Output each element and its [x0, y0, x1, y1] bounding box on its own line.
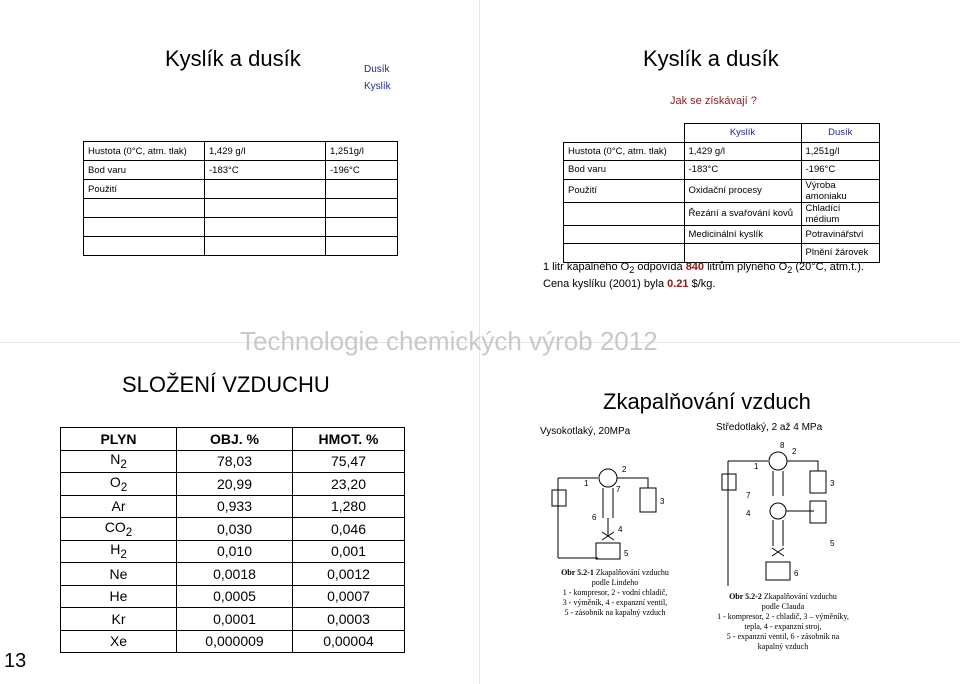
table-cell: [326, 237, 398, 256]
gas-formula: Kr: [111, 610, 126, 627]
legend-kyslik: Kyslík: [364, 81, 391, 92]
table-cell: Výroba amoniaku: [801, 179, 880, 202]
table-cell: 1,251g/l: [326, 142, 398, 161]
gas-formula: N: [110, 451, 121, 468]
linde-number: 1: [584, 479, 589, 488]
table-row: [61, 563, 405, 586]
linde-number: 4: [618, 525, 623, 534]
volume-percent-cell: 0,000009: [177, 630, 293, 653]
claude-number: 7: [746, 491, 751, 500]
mass-percent-cell: 0,0012: [293, 563, 405, 586]
gas-cell: [61, 563, 177, 586]
table-row: [61, 630, 405, 653]
table-row: [61, 608, 405, 631]
table-cell: [326, 180, 398, 199]
table-row: [61, 540, 405, 563]
table-cell: 1,251g/l: [801, 142, 880, 161]
gas-cell: [61, 608, 177, 631]
table-cell: [564, 244, 685, 263]
claude-number: 8: [780, 441, 785, 450]
gas-cell: [61, 473, 177, 496]
gas-subscript: 2: [125, 525, 133, 539]
table-cell: -183°C: [205, 161, 326, 180]
table-header-cell: [564, 124, 685, 143]
caption-line: 5 - expanzní ventil, 6 - zásobník na: [726, 632, 840, 641]
table-header-cell: Dusík: [801, 124, 880, 143]
volume-percent-cell: 0,030: [177, 518, 293, 541]
table-cell: [205, 180, 326, 199]
gas-cell: [61, 630, 177, 653]
gas-rows: [61, 450, 405, 653]
mass-percent-cell: 1,280: [293, 495, 405, 518]
table-row: [564, 161, 880, 180]
watermark: Technologie chemických výrob 2012: [240, 326, 658, 356]
table-row: [84, 237, 398, 256]
note-highlight-value: 840: [685, 261, 705, 273]
note-text: Cena kyslíku (2001) byla: [543, 278, 668, 290]
mass-percent-cell: 0,0007: [293, 585, 405, 608]
volume-percent-cell: 0,0001: [177, 608, 293, 631]
gas-cell: [61, 585, 177, 608]
gas-formula: O: [109, 473, 121, 490]
table-header-cell: OBJ. %: [177, 428, 293, 451]
table-row: [61, 518, 405, 541]
slide-2-title: Kyslík a dusík: [643, 46, 779, 71]
table-cell: -196°C: [326, 161, 398, 180]
linde-number: 6: [592, 513, 597, 522]
linde-number: 2: [622, 465, 627, 474]
volume-percent-cell: 78,03: [177, 450, 293, 473]
gas-cell: [61, 450, 177, 473]
table-header-cell: Kyslík: [684, 124, 801, 143]
volume-percent-cell: 20,99: [177, 473, 293, 496]
table-header-row: [564, 124, 880, 143]
mass-percent-cell: 0,001: [293, 540, 405, 563]
table-cell: 1,429 g/l: [205, 142, 326, 161]
table-row: [61, 450, 405, 473]
linde-process-diagram: [548, 448, 678, 568]
note-subscript: 2: [629, 265, 635, 276]
table-row: [564, 142, 880, 161]
table-cell: Chladící médium: [801, 202, 880, 225]
table-cell: Řezání a svařování kovů: [684, 202, 801, 225]
table-cell: Oxidační procesy: [684, 179, 801, 202]
air-composition-table: [60, 427, 405, 653]
caption-line: kapalný vzduch: [757, 642, 809, 651]
table-row: [564, 225, 880, 244]
gas-formula: Xe: [109, 633, 128, 650]
volume-percent-cell: 0,010: [177, 540, 293, 563]
caption-bold: Obr 5.2-1: [561, 568, 594, 577]
caption-line: [708, 592, 858, 602]
table-row: [84, 199, 398, 218]
caption-line: 1 - kompresor, 2 - chladič, 3 – výměníky,: [717, 612, 849, 621]
table-cell: Použití: [564, 179, 685, 202]
table-row: [564, 179, 880, 202]
slide-2-table: [563, 123, 880, 263]
caption-bold: Obr 5.2-2: [729, 592, 762, 601]
table-cell: [326, 218, 398, 237]
slide-1-title: Kyslík a dusík: [165, 46, 301, 71]
table-cell: Medicinální kyslík: [684, 225, 801, 244]
caption-text: Zkapalňování vzduchu: [593, 568, 669, 577]
table-cell: [84, 199, 205, 218]
volume-percent-cell: 0,0018: [177, 563, 293, 586]
slide-2-subtitle: Jak se získávají ?: [670, 95, 757, 107]
mass-percent-cell: 0,0003: [293, 608, 405, 631]
gas-subscript: 2: [120, 480, 128, 494]
caption-text: Zkapalňování vzduchu: [761, 592, 837, 601]
table-row: [61, 585, 405, 608]
slide-1-table: [83, 141, 398, 256]
linde-number: 7: [616, 485, 621, 494]
claude-number: 2: [792, 447, 797, 456]
caption-line: 3 - výměník, 4 - expanzní ventil,: [562, 598, 668, 607]
caption-line: tepla, 4 - expanzní stroj,: [744, 622, 822, 631]
claude-number: 5: [830, 539, 835, 548]
note-text: odpovídá: [634, 261, 686, 273]
gas-subscript: 2: [120, 458, 127, 472]
gas-cell: [61, 495, 177, 518]
table-cell: [564, 225, 685, 244]
table-cell: Bod varu: [564, 161, 685, 180]
claude-number: 4: [746, 509, 751, 518]
claude-number: 6: [794, 569, 799, 578]
gas-formula: Ar: [111, 498, 126, 515]
table-row: [84, 180, 398, 199]
slide-4-title: Zkapalňování vzduch: [603, 389, 811, 414]
caption-line: 5 - zásobník na kapalný vzduch: [564, 608, 666, 617]
table-cell: [205, 218, 326, 237]
claude-label: Středotlaký, 2 až 4 MPa: [716, 422, 823, 433]
slide-3-title: SLOŽENÍ VZDUCHU: [122, 372, 330, 397]
page-number: 13: [4, 650, 27, 672]
linde-number: 5: [624, 549, 629, 558]
table-cell: -196°C: [801, 161, 880, 180]
claude-caption: [708, 592, 858, 652]
caption-line: 1 - kompresor, 2 - vodní chladič,: [562, 588, 668, 597]
table-cell: Bod varu: [84, 161, 205, 180]
mass-percent-cell: 0,046: [293, 518, 405, 541]
volume-percent-cell: 0,0005: [177, 585, 293, 608]
note-text: $/kg.: [688, 278, 716, 290]
caption-line: podle Lindeho: [591, 578, 639, 587]
table-row: [84, 218, 398, 237]
gas-formula: H: [110, 541, 121, 558]
table-cell: [84, 237, 205, 256]
table-row: [61, 473, 405, 496]
table-cell: [326, 199, 398, 218]
gas-cell: [61, 540, 177, 563]
table-row: [84, 161, 398, 180]
mass-percent-cell: 0,00004: [293, 630, 405, 653]
table-cell: -183°C: [684, 161, 801, 180]
gas-cell: [61, 518, 177, 541]
gas-formula: He: [109, 588, 128, 605]
claude-process-diagram: [718, 436, 848, 596]
gas-formula: Ne: [109, 565, 128, 582]
mass-percent-cell: 75,47: [293, 450, 405, 473]
price-note: [543, 278, 715, 290]
table-cell: Hustota (0°C, atm. tlak): [564, 142, 685, 161]
conversion-note: [543, 261, 864, 275]
table-cell: Hustota (0°C, atm. tlak): [84, 142, 205, 161]
table-cell: [205, 199, 326, 218]
note-text: litrům plyného O: [704, 261, 788, 273]
table-cell: [205, 237, 326, 256]
table-header-cell: HMOT. %: [293, 428, 405, 451]
note-text: (20°C, atm.t.).: [792, 261, 864, 273]
table-header-row: [61, 428, 405, 451]
table-cell: Plnění žárovek: [801, 244, 880, 263]
table-cell: 1,429 g/l: [684, 142, 801, 161]
linde-number: 3: [660, 497, 665, 506]
table-row: [61, 495, 405, 518]
legend-dusik: Dusík: [364, 64, 390, 75]
table-header-cell: PLYN: [61, 428, 177, 451]
table-row: [84, 142, 398, 161]
table-cell: Použití: [84, 180, 205, 199]
linde-label: Vysokotlaký, 20MPa: [540, 426, 631, 437]
claude-number: 1: [754, 462, 759, 471]
claude-number: 3: [830, 479, 835, 488]
gas-formula: CO: [104, 518, 126, 535]
table-cell: [84, 218, 205, 237]
linde-caption: [550, 568, 680, 618]
note-highlight-price: 0.21: [667, 278, 689, 290]
gas-subscript: 2: [120, 548, 127, 562]
table-row: [564, 202, 880, 225]
volume-percent-cell: 0,933: [177, 495, 293, 518]
caption-line: [550, 568, 680, 578]
note-text: 1 litr kapalného O: [543, 261, 630, 273]
caption-line: podle Clauda: [761, 602, 805, 611]
table-cell: [684, 244, 801, 263]
note-subscript: 2: [787, 265, 793, 276]
table-row: [564, 244, 880, 263]
table-cell: [564, 202, 685, 225]
table-cell: Potravinářství: [801, 225, 880, 244]
mass-percent-cell: 23,20: [293, 473, 405, 496]
